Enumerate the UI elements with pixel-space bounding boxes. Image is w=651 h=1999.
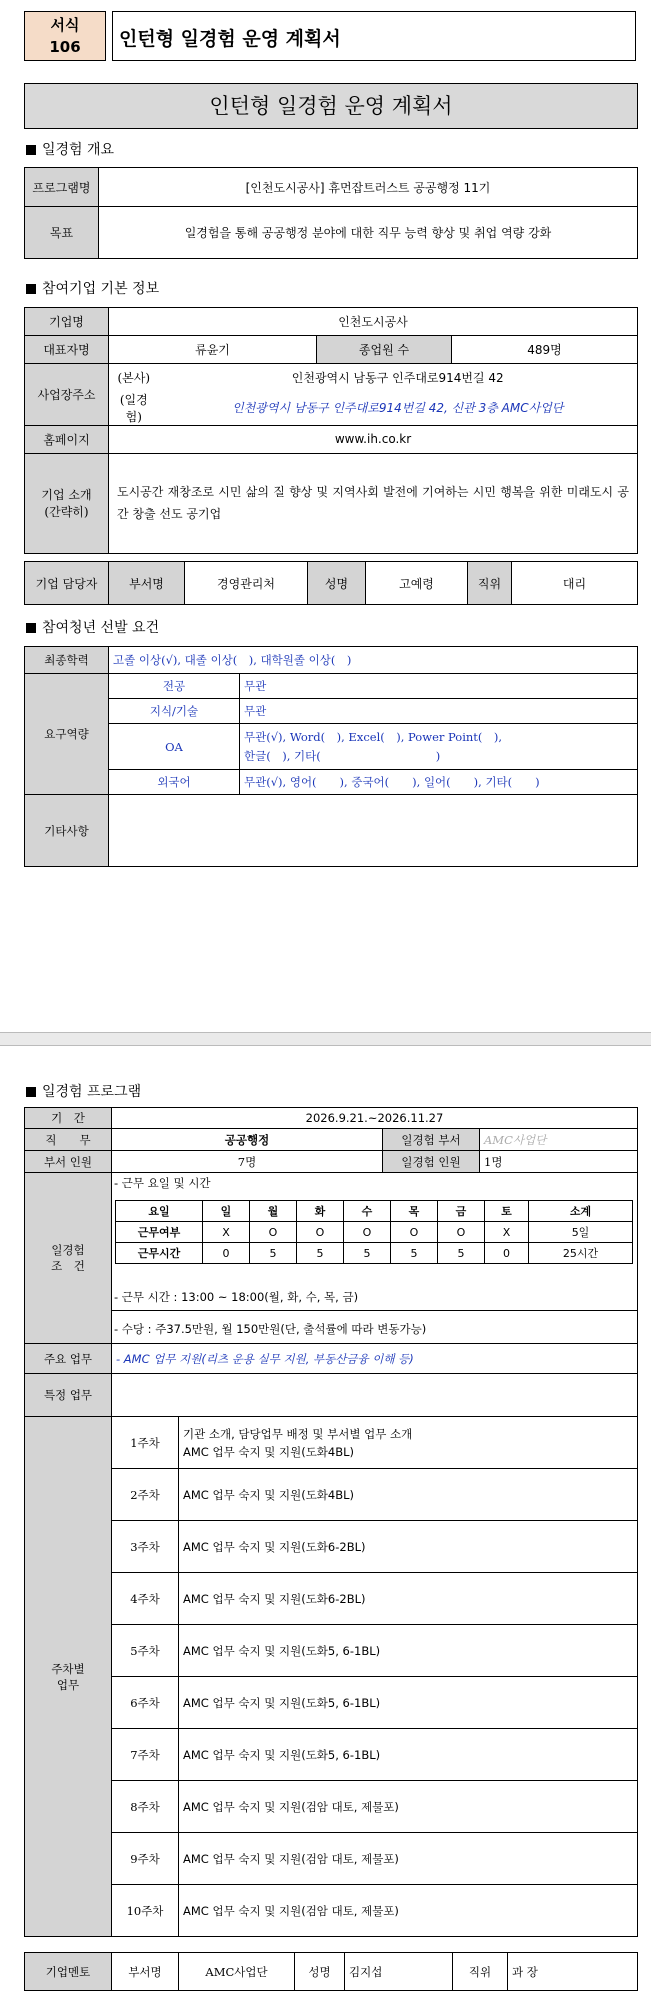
form-title: 인턴형 일경험 운영 계획서 — [119, 28, 341, 50]
schedule-cell: 근무여부 — [116, 1222, 203, 1243]
schedule-header-cell: 소계 — [529, 1201, 633, 1222]
schedule-header-cell: 목 — [391, 1201, 438, 1222]
main-task-value: - AMC 업무 지원(리츠 운용 실무 지원, 부동산금융 이해 등) — [112, 1344, 638, 1374]
mentor-name-value: 김지섭 — [345, 1953, 453, 1991]
schedule-row — [116, 1222, 633, 1243]
schedule-title: - 근무 요일 및 시간 — [114, 1176, 211, 1190]
week-task: AMC 업무 숙지 및 지원(검암 대토, 제물포) — [179, 1833, 638, 1885]
competency-label: 요구역량 — [25, 674, 109, 795]
week-label: 4주차 — [112, 1573, 179, 1625]
schedule-cell: 5 — [250, 1243, 297, 1264]
homepage-label: 홈페이지 — [25, 425, 109, 453]
period-value: 2026.9.21.~2026.11.27 — [112, 1108, 638, 1129]
program-table — [24, 1107, 638, 1937]
period-label: 기 간 — [25, 1108, 112, 1129]
etc-value — [109, 795, 638, 867]
conditions-label-line2: 조 건 — [51, 1259, 85, 1273]
conditions-content — [112, 1173, 638, 1344]
schedule-header-cell: 요일 — [116, 1201, 203, 1222]
schedule-cell: O — [438, 1222, 485, 1243]
company-intro-label-line1: 기업 소개 — [41, 488, 92, 502]
week-task-line2: AMC 업무 숙지 및 지원(도화4BL) — [183, 1444, 355, 1459]
site-address: 인천광역시 남동구 인주대로914번길 42, 신관 3층 AMC사업단 — [159, 391, 638, 426]
page-break — [0, 1032, 651, 1046]
section-overview-heading — [26, 139, 114, 159]
schedule-cell: X — [203, 1222, 250, 1243]
banner-title: 인턴형 일경험 운영 계획서 — [24, 83, 638, 129]
contact-label: 기업 담당자 — [25, 562, 109, 605]
schedule-row — [116, 1243, 633, 1264]
schedule-cell: 5일 — [529, 1222, 633, 1243]
schedule-cell: 근무시간 — [116, 1243, 203, 1264]
week-task-line1: 기관 소개, 담당업무 배정 및 부서별 업무 소개 — [183, 1426, 413, 1441]
week-task: AMC 업무 숙지 및 지원(검암 대토, 제물포) — [179, 1781, 638, 1833]
section-selection-heading — [26, 617, 159, 637]
oa-value-line1: 무관(√), Word( ), Excel( ), Power Point( ), — [244, 729, 503, 744]
conditions-label-line1: 일경험 — [51, 1243, 85, 1257]
site-label: (일경험) — [109, 391, 159, 426]
week-task: AMC 업무 숙지 및 지원(도화6-2BL) — [179, 1521, 638, 1573]
homepage-value: www.ih.co.kr — [109, 425, 638, 453]
selection-table — [24, 646, 638, 867]
schedule-cell: 0 — [485, 1243, 529, 1264]
schedule-cell: O — [344, 1222, 391, 1243]
education-value: 고졸 이상(√), 대졸 이상( ), 대학원졸 이상( ) — [109, 647, 638, 674]
week-task: AMC 업무 숙지 및 지원(검암 대토, 제물포) — [179, 1885, 638, 1937]
schedule-cell: O — [250, 1222, 297, 1243]
schedule-header-cell: 화 — [297, 1201, 344, 1222]
conditions-label — [25, 1173, 112, 1344]
week-task: AMC 업무 숙지 및 지원(도화6-2BL) — [179, 1573, 638, 1625]
contact-dept-value: 경영관리처 — [185, 562, 308, 605]
contact-dept-label: 부서명 — [109, 562, 185, 605]
hq-address: 인천광역시 남동구 인주대로914번길 42 — [159, 364, 638, 391]
trainee-count-value: 1명 — [480, 1151, 638, 1173]
language-label: 외국어 — [109, 770, 240, 795]
week-label: 3주차 — [112, 1521, 179, 1573]
week-label: 5주차 — [112, 1625, 179, 1677]
trainee-count-label: 일경험 인원 — [383, 1151, 480, 1173]
allowance-text: - 수당 : 주37.5만원, 월 150만원(단, 출석률에 따라 변동가능) — [114, 1322, 427, 1336]
schedule-cell: O — [391, 1222, 438, 1243]
main-task-label: 주요 업무 — [25, 1344, 112, 1374]
oa-value — [240, 724, 638, 770]
duty-label: 직 무 — [25, 1129, 112, 1151]
oa-value-line2: 한글( ), 기타( ) — [244, 748, 441, 763]
major-value: 무관 — [240, 674, 638, 699]
overview-table — [24, 167, 638, 259]
dept-staff-value: 7명 — [112, 1151, 383, 1173]
schedule-cell: 5 — [391, 1243, 438, 1264]
week-label: 9주차 — [112, 1833, 179, 1885]
bullet-square-icon — [26, 284, 36, 294]
week-label: 1주차 — [112, 1417, 179, 1469]
program-name-label: 프로그램명 — [25, 168, 99, 207]
employees-label: 종업원 수 — [317, 336, 452, 364]
schedule-header-cell: 금 — [438, 1201, 485, 1222]
week-label: 8주차 — [112, 1781, 179, 1833]
mentor-position-label: 직위 — [453, 1953, 508, 1991]
company-intro-label-line2: (간략히) — [44, 505, 89, 519]
weekly-tasks-label-line1: 주차별 — [51, 1661, 85, 1676]
schedule-cell: O — [297, 1222, 344, 1243]
contact-name-value: 고예령 — [366, 562, 468, 605]
company-table — [24, 307, 638, 554]
mentor-table — [24, 1952, 638, 1991]
bullet-square-icon — [26, 1087, 36, 1097]
week-label: 10주차 — [112, 1885, 179, 1937]
work-hours-text: - 근무 시간 : 13:00 ~ 18:00(월, 화, 수, 목, 금) — [114, 1290, 359, 1304]
program-dept-value: AMC사업단 — [480, 1129, 638, 1151]
company-intro-value: 도시공간 재창조로 시민 삶의 질 향상 및 지역사회 발전에 기여하는 시민 행복을 위한 미래도시 공간 창출 선도 공기업 — [109, 453, 638, 553]
schedule-header-cell: 토 — [485, 1201, 529, 1222]
form-badge — [24, 11, 106, 61]
company-name-value: 인천도시공사 — [109, 308, 638, 336]
oa-label: OA — [109, 724, 240, 770]
mentor-dept-label: 부서명 — [112, 1953, 179, 1991]
company-name-label: 기업명 — [25, 308, 109, 336]
mentor-label: 기업멘토 — [25, 1953, 112, 1991]
schedule-cell: 5 — [438, 1243, 485, 1264]
week-task: AMC 업무 숙지 및 지원(도화5, 6-1BL) — [179, 1625, 638, 1677]
company-contact-table — [24, 561, 638, 605]
week-task — [179, 1417, 638, 1469]
schedule-cell: 5 — [297, 1243, 344, 1264]
weekly-tasks-label — [25, 1417, 112, 1937]
schedule-cell: 25시간 — [529, 1243, 633, 1264]
skill-value: 무관 — [240, 699, 638, 724]
schedule-header-cell: 월 — [250, 1201, 297, 1222]
mentor-dept-value: AMC사업단 — [179, 1953, 295, 1991]
form-title-box — [112, 11, 636, 61]
week-task: AMC 업무 숙지 및 지원(도화5, 6-1BL) — [179, 1729, 638, 1781]
week-label: 2주차 — [112, 1469, 179, 1521]
ceo-label: 대표자명 — [25, 336, 109, 364]
form-badge-line1: 서식 — [50, 16, 80, 34]
etc-label: 기타사항 — [25, 795, 109, 867]
special-task-value — [112, 1374, 638, 1417]
schedule-table — [115, 1200, 633, 1264]
hq-label: (본사) — [109, 364, 159, 391]
schedule-header-cell: 수 — [344, 1201, 391, 1222]
schedule-header-row — [116, 1201, 633, 1222]
week-task: AMC 업무 숙지 및 지원(도화5, 6-1BL) — [179, 1677, 638, 1729]
schedule-header-cell: 일 — [203, 1201, 250, 1222]
schedule-cell: 5 — [344, 1243, 391, 1264]
goal-value: 일경험을 통해 공공행정 분야에 대한 직무 능력 향상 및 취업 역량 강화 — [99, 207, 638, 259]
conditions-divider — [112, 1310, 637, 1311]
contact-name-label: 성명 — [308, 562, 366, 605]
section-company-heading — [26, 278, 159, 298]
duty-value: 공공행정 — [112, 1129, 383, 1151]
program-name-value: [인천도시공사] 휴먼잡트러스트 공공행정 11기 — [99, 168, 638, 207]
program-dept-label: 일경험 부서 — [383, 1129, 480, 1151]
special-task-label: 특정 업무 — [25, 1374, 112, 1417]
section-company-title: 참여기업 기본 정보 — [42, 281, 160, 297]
form-badge-line2: 106 — [49, 38, 81, 56]
ceo-value: 류윤기 — [109, 336, 317, 364]
contact-position-label: 직위 — [468, 562, 512, 605]
section-program-title: 일경험 프로그램 — [42, 1084, 142, 1100]
employees-value: 489명 — [452, 336, 638, 364]
section-program-heading — [26, 1081, 141, 1101]
goal-label: 목표 — [25, 207, 99, 259]
week-label: 7주차 — [112, 1729, 179, 1781]
skill-label: 지식/기술 — [109, 699, 240, 724]
dept-staff-label: 부서 인원 — [25, 1151, 112, 1173]
education-label: 최종학력 — [25, 647, 109, 674]
section-overview-title: 일경험 개요 — [42, 142, 115, 158]
bullet-square-icon — [26, 145, 36, 155]
contact-position-value: 대리 — [512, 562, 638, 605]
mentor-position-value: 과 장 — [508, 1953, 638, 1991]
schedule-cell: 0 — [203, 1243, 250, 1264]
week-label: 6주차 — [112, 1677, 179, 1729]
address-label: 사업장주소 — [25, 364, 109, 426]
major-label: 전공 — [109, 674, 240, 699]
company-intro-label — [25, 453, 109, 553]
mentor-name-label: 성명 — [295, 1953, 345, 1991]
language-value: 무관(√), 영어( ), 중국어( ), 일어( ), 기타( ) — [240, 770, 638, 795]
weekly-tasks-label-line2: 업무 — [56, 1677, 80, 1692]
week-task: AMC 업무 숙지 및 지원(도화4BL) — [179, 1469, 638, 1521]
bullet-square-icon — [26, 623, 36, 633]
section-selection-title: 참여청년 선발 요건 — [42, 620, 160, 636]
schedule-cell: X — [485, 1222, 529, 1243]
